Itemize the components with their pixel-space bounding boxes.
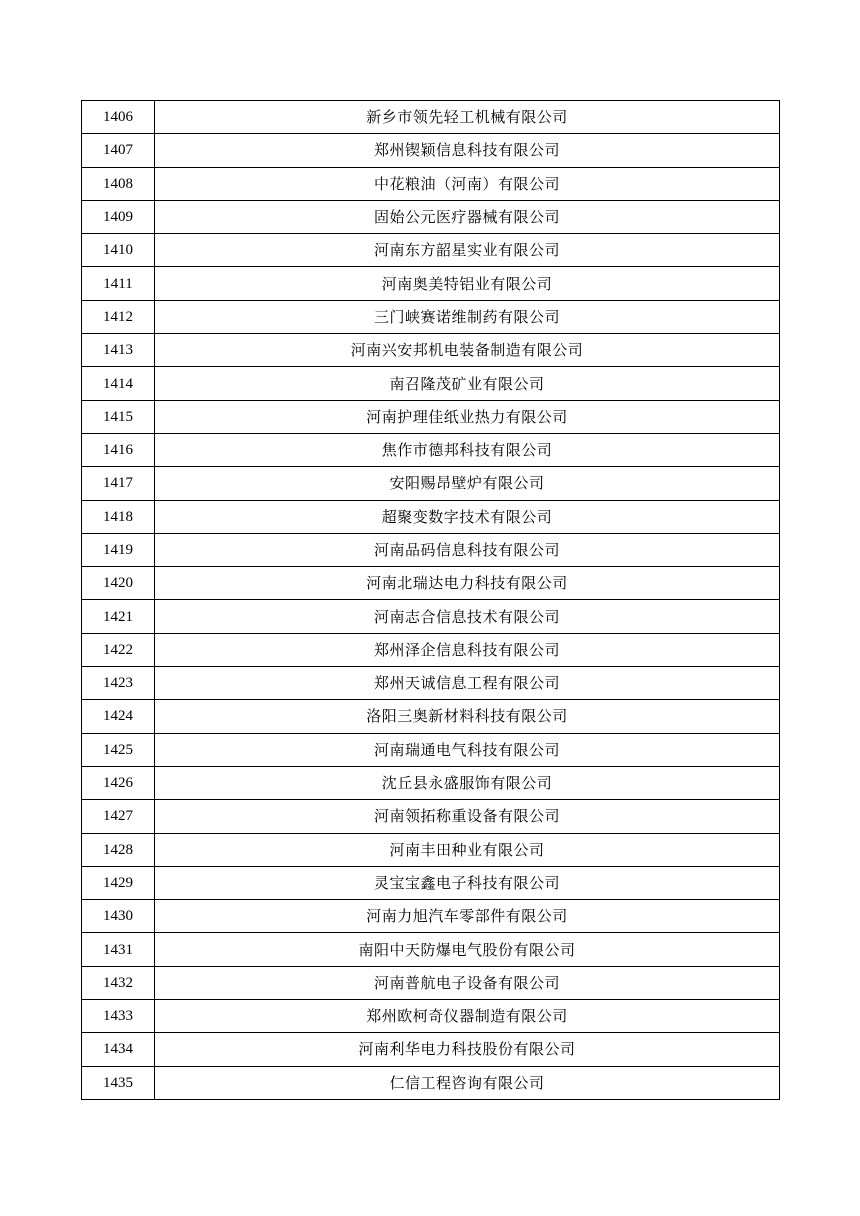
table-row	[82, 866, 780, 899]
row-number-cell: 1416	[82, 433, 155, 466]
row-number-cell: 1432	[82, 966, 155, 999]
row-number-cell: 1421	[82, 600, 155, 633]
table-row	[82, 234, 780, 267]
company-name-cell: 中花粮油（河南）有限公司	[155, 167, 780, 200]
table-row	[82, 766, 780, 799]
company-name-cell: 河南领拓称重设备有限公司	[155, 800, 780, 833]
company-name-cell: 灵宝宝鑫电子科技有限公司	[155, 866, 780, 899]
company-name-cell: 河南护理佳纸业热力有限公司	[155, 400, 780, 433]
table-row	[82, 101, 780, 134]
company-name-cell: 郑州欧柯奇仪器制造有限公司	[155, 1000, 780, 1033]
table-row	[82, 667, 780, 700]
table-row	[82, 1000, 780, 1033]
table-row	[82, 334, 780, 367]
table-row	[82, 467, 780, 500]
company-list-table	[81, 100, 780, 1100]
company-name-cell: 河南品码信息科技有限公司	[155, 533, 780, 566]
company-name-cell: 南召隆茂矿业有限公司	[155, 367, 780, 400]
company-name-cell: 河南力旭汽车零部件有限公司	[155, 900, 780, 933]
company-name-cell: 河南利华电力科技股份有限公司	[155, 1033, 780, 1066]
row-number-cell: 1420	[82, 567, 155, 600]
table-row	[82, 167, 780, 200]
row-number-cell: 1414	[82, 367, 155, 400]
table-row	[82, 267, 780, 300]
row-number-cell: 1417	[82, 467, 155, 500]
company-name-cell: 河南兴安邦机电装备制造有限公司	[155, 334, 780, 367]
row-number-cell: 1413	[82, 334, 155, 367]
row-number-cell: 1425	[82, 733, 155, 766]
table-row	[82, 900, 780, 933]
table-row	[82, 400, 780, 433]
row-number-cell: 1434	[82, 1033, 155, 1066]
company-name-cell: 郑州锲颖信息科技有限公司	[155, 134, 780, 167]
company-name-cell: 三门峡赛诺维制药有限公司	[155, 300, 780, 333]
company-name-cell: 仁信工程咨询有限公司	[155, 1066, 780, 1099]
company-name-cell: 河南瑞通电气科技有限公司	[155, 733, 780, 766]
table-row	[82, 966, 780, 999]
company-name-cell: 河南普航电子设备有限公司	[155, 966, 780, 999]
table-row	[82, 200, 780, 233]
company-name-cell: 固始公元医疗器械有限公司	[155, 200, 780, 233]
row-number-cell: 1433	[82, 1000, 155, 1033]
row-number-cell: 1435	[82, 1066, 155, 1099]
row-number-cell: 1426	[82, 766, 155, 799]
table-row	[82, 933, 780, 966]
company-name-cell: 新乡市领先轻工机械有限公司	[155, 101, 780, 134]
table-row	[82, 1066, 780, 1099]
company-name-cell: 河南志合信息技术有限公司	[155, 600, 780, 633]
company-name-cell: 焦作市德邦科技有限公司	[155, 433, 780, 466]
company-name-cell: 河南丰田种业有限公司	[155, 833, 780, 866]
table-row	[82, 533, 780, 566]
company-name-cell: 河南东方韶星实业有限公司	[155, 234, 780, 267]
company-name-cell: 安阳赐昂壁炉有限公司	[155, 467, 780, 500]
row-number-cell: 1419	[82, 533, 155, 566]
company-name-cell: 河南北瑞达电力科技有限公司	[155, 567, 780, 600]
company-name-cell: 洛阳三奥新材料科技有限公司	[155, 700, 780, 733]
row-number-cell: 1410	[82, 234, 155, 267]
table-row	[82, 567, 780, 600]
row-number-cell: 1406	[82, 101, 155, 134]
row-number-cell: 1418	[82, 500, 155, 533]
row-number-cell: 1422	[82, 633, 155, 666]
table-row	[82, 700, 780, 733]
row-number-cell: 1431	[82, 933, 155, 966]
row-number-cell: 1423	[82, 667, 155, 700]
table-row	[82, 500, 780, 533]
table-row	[82, 433, 780, 466]
table-row	[82, 633, 780, 666]
row-number-cell: 1408	[82, 167, 155, 200]
row-number-cell: 1407	[82, 134, 155, 167]
row-number-cell: 1415	[82, 400, 155, 433]
row-number-cell: 1427	[82, 800, 155, 833]
table-row	[82, 1033, 780, 1066]
table-row	[82, 800, 780, 833]
row-number-cell: 1428	[82, 833, 155, 866]
table-row	[82, 733, 780, 766]
table-row	[82, 833, 780, 866]
table-row	[82, 367, 780, 400]
table-row	[82, 134, 780, 167]
table-body	[82, 101, 780, 1100]
row-number-cell: 1430	[82, 900, 155, 933]
row-number-cell: 1429	[82, 866, 155, 899]
company-name-cell: 郑州泽企信息科技有限公司	[155, 633, 780, 666]
row-number-cell: 1411	[82, 267, 155, 300]
table-row	[82, 600, 780, 633]
row-number-cell: 1424	[82, 700, 155, 733]
row-number-cell: 1409	[82, 200, 155, 233]
company-name-cell: 沈丘县永盛服饰有限公司	[155, 766, 780, 799]
company-name-cell: 超聚变数字技术有限公司	[155, 500, 780, 533]
company-name-cell: 郑州天诚信息工程有限公司	[155, 667, 780, 700]
table-row	[82, 300, 780, 333]
company-name-cell: 南阳中天防爆电气股份有限公司	[155, 933, 780, 966]
company-name-cell: 河南奥美特铝业有限公司	[155, 267, 780, 300]
row-number-cell: 1412	[82, 300, 155, 333]
